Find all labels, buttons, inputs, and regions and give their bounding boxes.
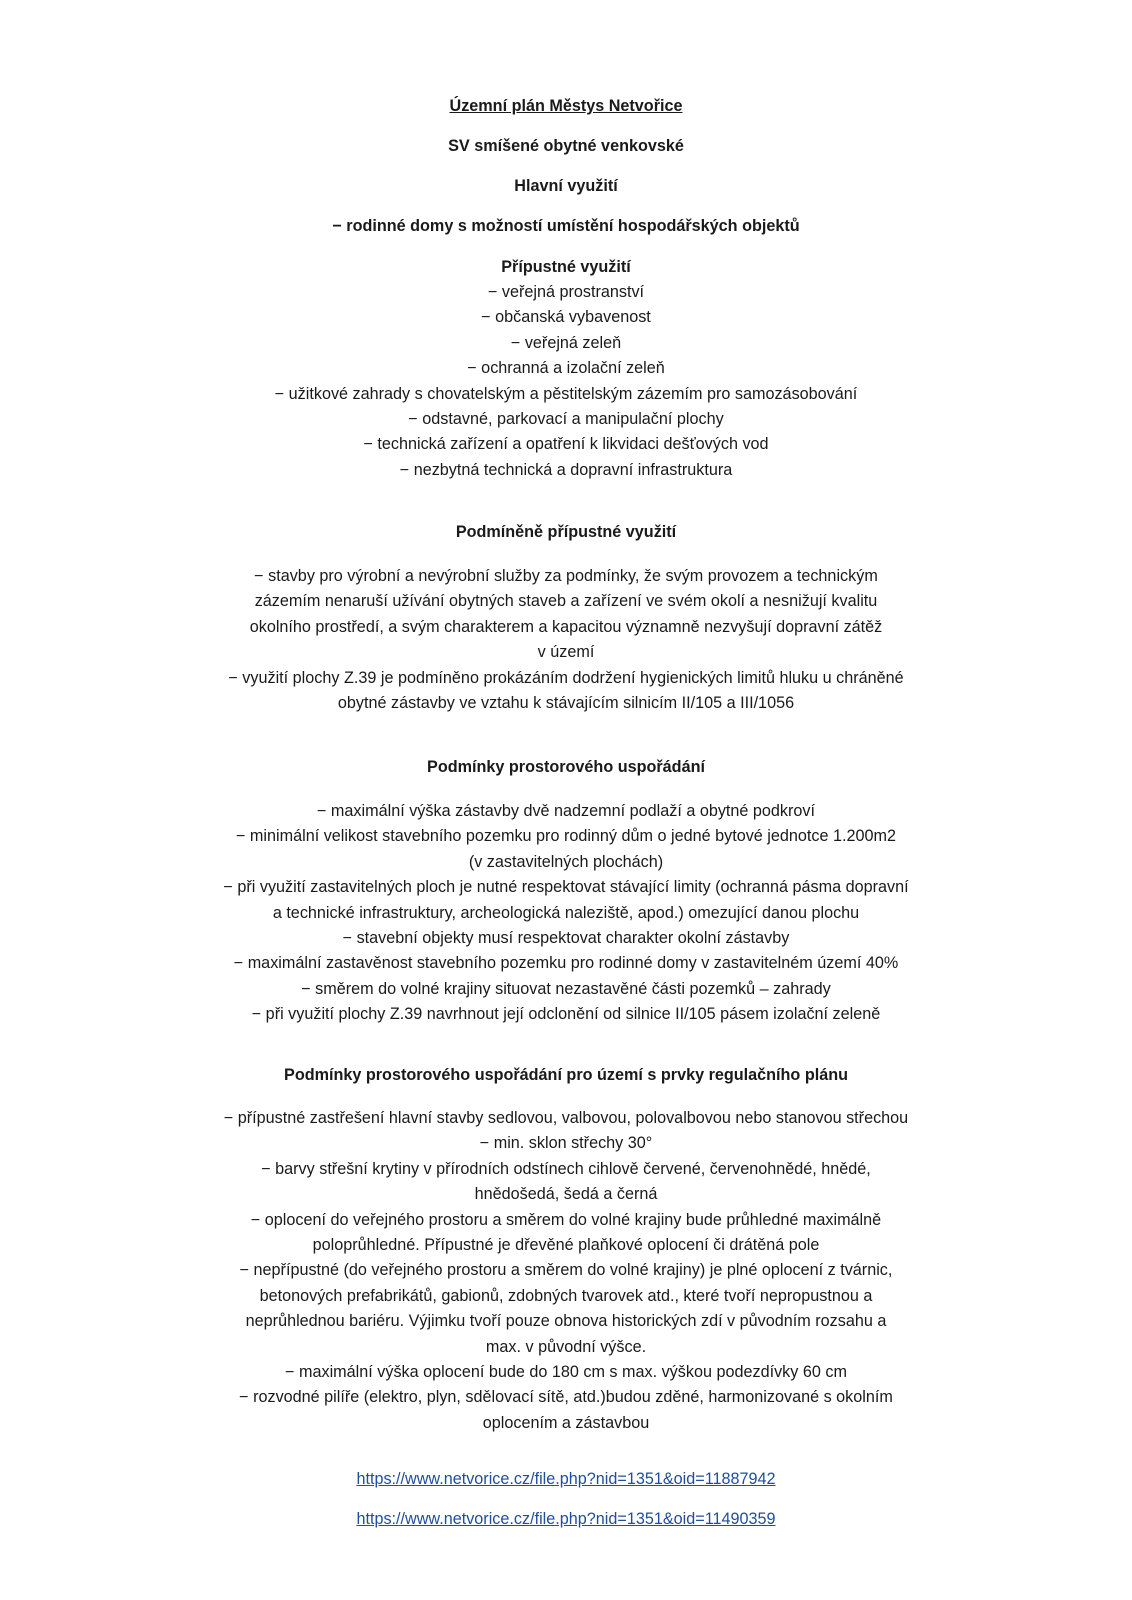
text-line: obytné zástavby ve vztahu k stávajícím silnicím II/105 a III/1056 xyxy=(337,694,795,713)
conditional-heading: Podmíněně přípustné využití xyxy=(455,523,677,541)
list-item: − občanská vybavenost xyxy=(481,308,651,327)
text-line: okolního prostředí, a svým charakterem a kapacitou významně nezvyšují dopravní zátěž xyxy=(249,617,883,636)
source-link-2[interactable]: https://www.netvorice.cz/file.php?nid=1351&oid=11490359 xyxy=(356,1510,776,1528)
list-item: − nezbytná technická a dopravní infrastruktura xyxy=(399,460,733,479)
text-line: − oplocení do veřejného prostoru a směrem do volné krajiny bude průhledné maximálně xyxy=(250,1210,882,1229)
text-line: − využití plochy Z.39 je podmíněno prokázáním dodržení hygienických limitů hluku u chráněné xyxy=(228,668,904,687)
list-item: − odstavné, parkovací a manipulační plochy xyxy=(408,410,724,429)
text-line: v území xyxy=(537,643,595,662)
source-link-1[interactable]: https://www.netvorice.cz/file.php?nid=1351&oid=11887942 xyxy=(356,1470,776,1488)
zone-name: SV smíšené obytné venkovské xyxy=(448,137,684,155)
text-line: − stavby pro výrobní a nevýrobní služby za podmínky, že svým provozem a technickým xyxy=(254,567,878,585)
text-line: − rozvodné pilíře (elektro, plyn, sdělovací sítě, atd.)budou zděné, harmonizované s okolním xyxy=(239,1388,893,1407)
list-item: − veřejná zeleň xyxy=(510,333,622,352)
spatial-text xyxy=(0,799,1132,1028)
main-use-heading: Hlavní využití xyxy=(514,177,618,195)
text-line: (v zastavitelných plochách) xyxy=(468,852,664,871)
text-line: zázemím nenaruší užívání obytných staveb a zařízení ve svém okolí a nesnižují kvalitu xyxy=(254,592,878,611)
text-line: − barvy střešní krytiny v přírodních odstínech cihlově červené, červenohnědé, hnědé, xyxy=(261,1159,871,1178)
text-line: − stavební objekty musí respektovat charakter okolní zástavby xyxy=(342,929,790,948)
main-use-item: − rodinné domy s možností umístění hospodářských objektů xyxy=(332,217,800,235)
text-line: − při využití zastavitelných ploch je nutné respektovat stávající limity (ochranná pásma dopravní xyxy=(223,878,909,897)
list-item: − veřejná prostranství xyxy=(487,283,645,301)
list-item: − ochranná a izolační zeleň xyxy=(467,359,665,378)
text-line: − maximální výška zástavby dvě nadzemní podlaží a obytné podkroví xyxy=(316,802,816,820)
text-line: poloprůhledné. Přípustné je dřevěné plaňkové oplocení či drátěná pole xyxy=(312,1236,820,1255)
source-link-row xyxy=(0,1507,1132,1532)
text-line: − směrem do volné krajiny situovat nezastavěné části pozemků – zahrady xyxy=(301,979,831,998)
text-line: − přípustné zastřešení hlavní stavby sedlovou, valbovou, polovalbovou nebo stanovou střechou xyxy=(223,1109,909,1127)
list-item: − technická zařízení a opatření k likvidaci dešťových vod xyxy=(363,435,769,454)
document-title: Územní plán Městys Netvořice xyxy=(449,97,683,115)
permitted-heading: Přípustné využití xyxy=(501,258,631,276)
text-line: − maximální zastavěnost stavebního pozemku pro rodinné domy v zastavitelném území 40% xyxy=(233,954,899,973)
text-line: betonových prefabrikátů, gabionů, zdobných tvarovek atd., které tvoří nepropustnou a xyxy=(259,1286,873,1305)
list-item: − užitkové zahrady s chovatelským a pěstitelským zázemím pro samozásobování xyxy=(274,384,858,403)
text-line: neprůhlednou bariéru. Výjimku tvoří pouze obnova historických zdí v původním rozsahu a xyxy=(245,1312,887,1331)
text-line: a technické infrastruktury, archeologická naleziště, apod.) omezující danou plochu xyxy=(272,903,860,922)
conditional-text xyxy=(0,564,1132,716)
regulation-heading: Podmínky prostorového uspořádání pro území s prvky regulačního plánu xyxy=(284,1066,848,1084)
text-line: oplocením a zástavbou xyxy=(482,1413,650,1432)
text-line: − maximální výška oplocení bude do 180 cm s max. výškou podezdívky 60 cm xyxy=(285,1363,847,1382)
spatial-heading: Podmínky prostorového uspořádání xyxy=(427,758,705,776)
source-link-row xyxy=(0,1467,1132,1492)
permitted-list xyxy=(0,280,1132,483)
text-line: hnědošedá, šedá a černá xyxy=(474,1185,658,1204)
text-line: − nepřípustné (do veřejného prostoru a směrem do volné krajiny) je plné oplocení z tvárnic, xyxy=(239,1261,893,1280)
text-line: − minimální velikost stavebního pozemku pro rodinný dům o jedné bytové jednotce 1.200m2 xyxy=(235,827,897,846)
text-line: max. v původní výšce. xyxy=(485,1337,647,1356)
regulation-text xyxy=(0,1106,1132,1436)
text-line: − min. sklon střechy 30° xyxy=(479,1134,653,1153)
text-line: − při využití plochy Z.39 navrhnout její odclonění od silnice II/105 pásem izolační zeleně xyxy=(251,1005,881,1024)
